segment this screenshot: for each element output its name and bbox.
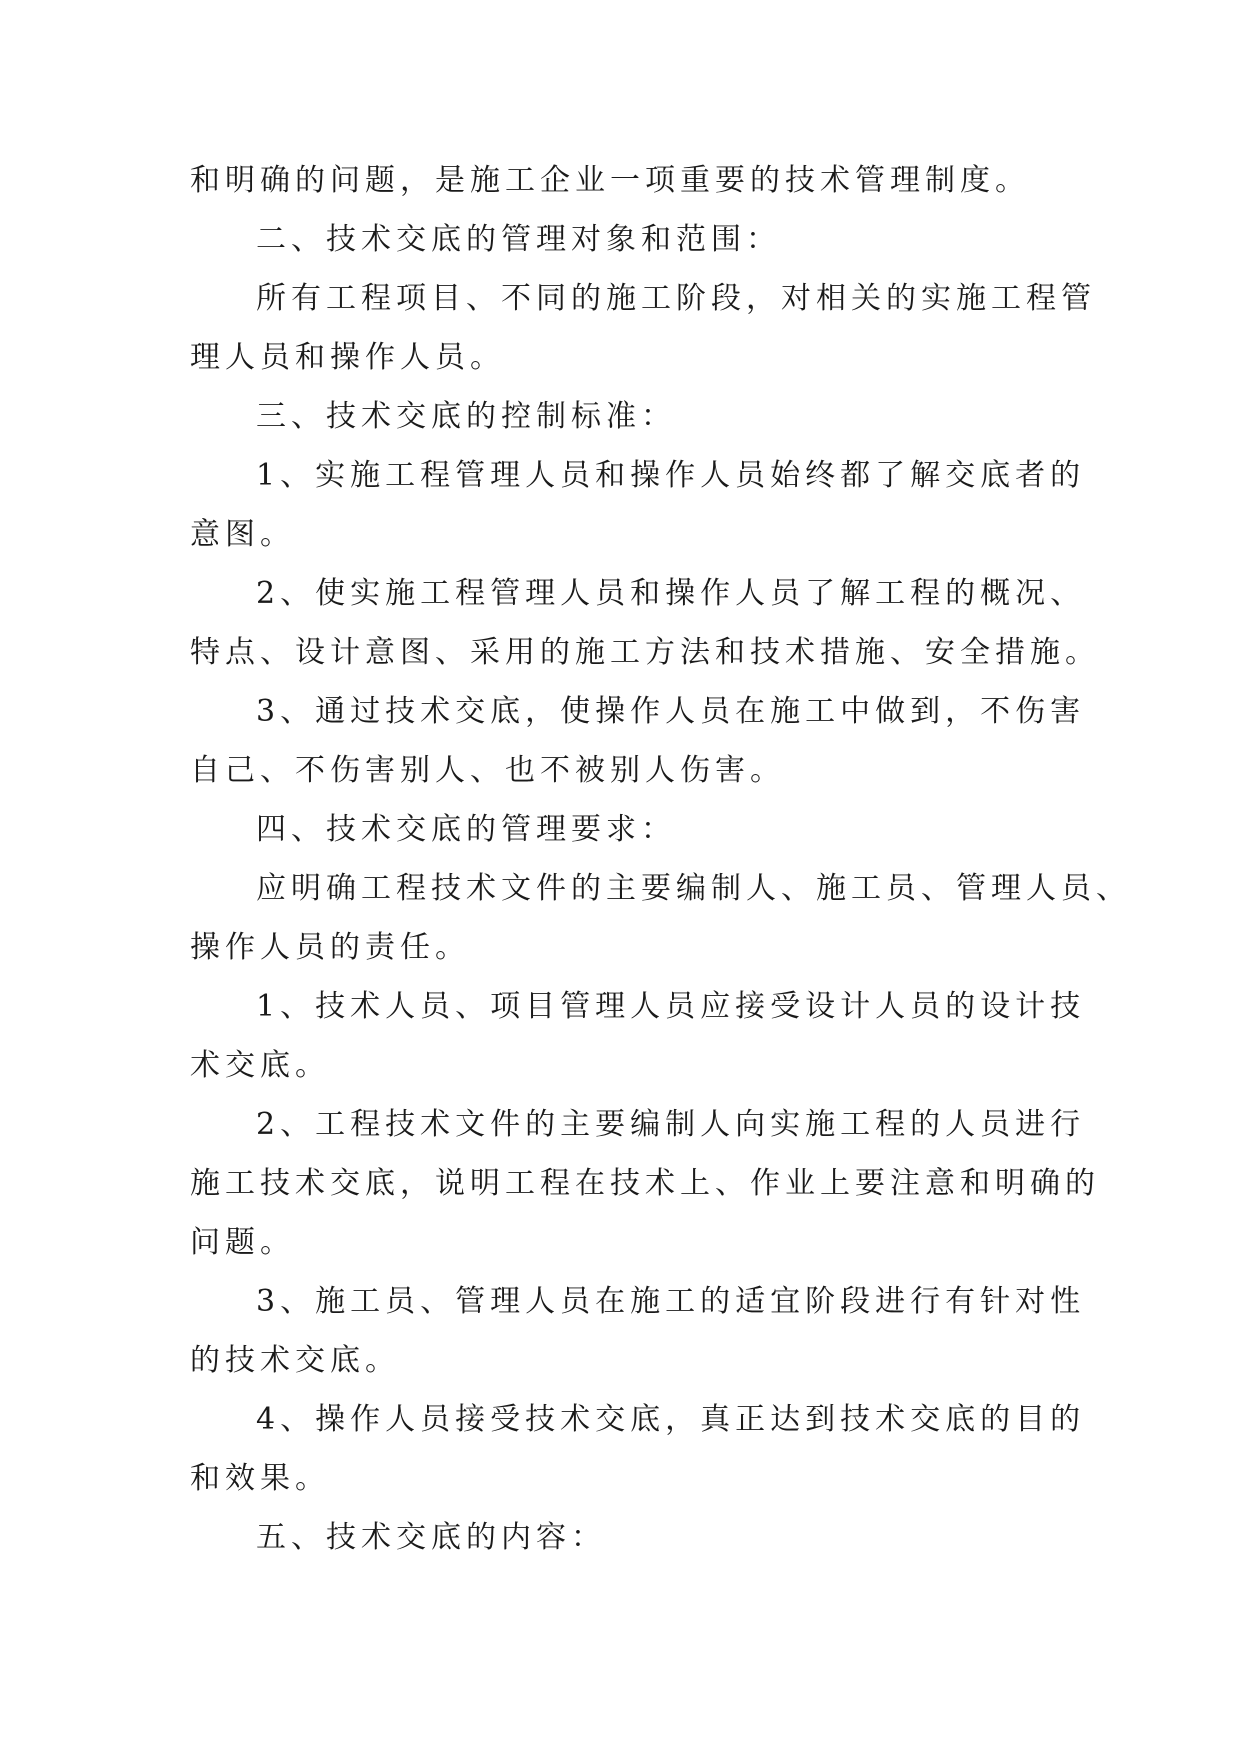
paragraph-line: 所有工程项目、不同的施工阶段，对相关的实施工程管 (256, 281, 1096, 316)
text-line: 意图。 (190, 517, 295, 552)
section-heading: 五、技术交底的内容： (256, 1520, 606, 1555)
section-heading: 四、技术交底的管理要求： (256, 812, 676, 847)
text-line: 特点、设计意图、采用的施工方法和技术措施、安全措施。 (190, 635, 1100, 670)
text-line: 术交底。 (190, 1048, 330, 1083)
text-line: 操作人员的责任。 (190, 930, 470, 965)
list-item: 3、施工员、管理人员在施工的适宜阶段进行有针对性 (256, 1284, 1086, 1319)
list-item: 4、操作人员接受技术交底，真正达到技术交底的目的 (256, 1402, 1086, 1437)
text-line: 和明确的问题，是施工企业一项重要的技术管理制度。 (190, 163, 1030, 198)
list-item: 2、使实施工程管理人员和操作人员了解工程的概况、 (256, 576, 1086, 611)
document-body (190, 151, 1131, 1567)
text-line: 理人员和操作人员。 (190, 340, 505, 375)
text-line: 的技术交底。 (190, 1343, 400, 1378)
list-item: 1、实施工程管理人员和操作人员始终都了解交底者的 (256, 458, 1086, 493)
paragraph-line: 应明确工程技术文件的主要编制人、施工员、管理人员、 (256, 871, 1131, 906)
text-line: 自己、不伤害别人、也不被别人伤害。 (190, 753, 785, 788)
list-item: 3、通过技术交底，使操作人员在施工中做到，不伤害 (256, 694, 1086, 729)
section-heading: 三、技术交底的控制标准： (256, 399, 676, 434)
section-heading: 二、技术交底的管理对象和范围： (256, 222, 781, 257)
text-line: 和效果。 (190, 1461, 330, 1496)
list-item: 1、技术人员、项目管理人员应接受设计人员的设计技 (256, 989, 1086, 1024)
list-item: 2、工程技术文件的主要编制人向实施工程的人员进行 (256, 1107, 1086, 1142)
text-line: 问题。 (190, 1225, 295, 1260)
text-line: 施工技术交底，说明工程在技术上、作业上要注意和明确的 (190, 1166, 1100, 1201)
